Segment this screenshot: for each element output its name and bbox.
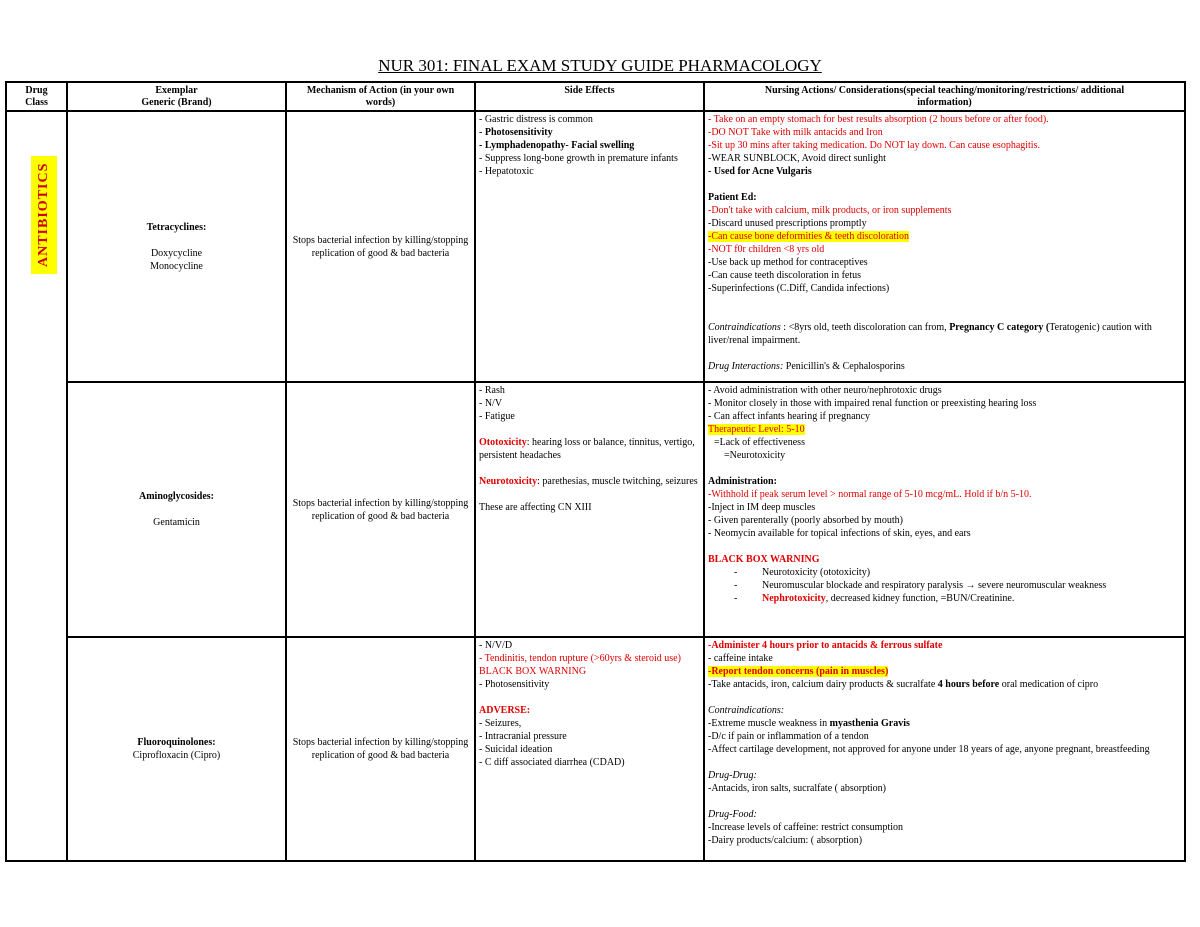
mechanism-cell: Stops bacterial infection by killing/stopping replication of good & bad bacteria [286, 111, 475, 382]
mechanism-cell: Stops bacterial infection by killing/stopping replication of good & bad bacteria [286, 637, 475, 861]
header-side-effects: Side Effects [475, 82, 704, 111]
table-row [6, 382, 1185, 637]
side-effects-cell: - Rash - N/V - Fatigue Ototoxicity: hearing loss or balance, tinnitus, vertigo, persistent headaches Neurotoxicity: parethesias, muscle twitching, seizures These are affecting CN XIII [475, 382, 704, 637]
drug-class-cell [6, 111, 67, 861]
side-effects-cell: - Gastric distress is common - Photosensitivity - Lymphadenopathy- Facial swelling - Suppress long-bone growth in premature infants - Hepatotoxic [475, 111, 704, 382]
exemplar-cell: Fluoroquinolones: Ciprofloxacin (Cipro) [67, 637, 286, 861]
table-row [6, 637, 1185, 861]
header-nursing: Nursing Actions/ Considerations(special teaching/monitoring/restrictions/ additional information) [704, 82, 1185, 111]
page-title: NUR 301: FINAL EXAM STUDY GUIDE PHARMACOLOGY [378, 56, 822, 75]
nursing-cell: - Take on an empty stomach for best results absorption (2 hours before or after food). -DO NOT Take with milk antacids and Iron -Sit up 30 mins after taking medication. Do NOT lay down. Can cause esophagitis. -WEAR SUNBLOCK, Avoid direct sunlight - Used for Acne Vulgaris Patient Ed: -Don't take with calcium, milk products, or iron supplements -Discard unused prescriptions promptly -Can cause bone deformities & teeth discoloration -NOT f0r children <8 yrs old -Use back up method for contraceptives -Can cause teeth discoloration in fetus -Superinfections (C.Diff, Candida infections) Contraindications : <8yrs old, teeth discoloration can from, Pregnancy C category (Teratogenic) caution with liver/renal impairment. Drug Interactions: Penicillin's & Cephalosporins [704, 111, 1185, 382]
header-row [6, 82, 1185, 111]
header-drug-class: Drug Class [6, 82, 67, 111]
nursing-cell: -Administer 4 hours prior to antacids & ferrous sulfate - caffeine intake -Report tendon concerns (pain in muscles) -Take antacids, iron, calcium dairy products & sucralfate 4 hours before oral medication of cipro Contraindications: -Extreme muscle weakness in myasthenia Gravis -D/c if pain or inflammation of a tendon -Affect cartilage development, not approved for anyone under 18 years of age, anyone pregnant, breastfeeding Drug-Drug: -Antacids, iron salts, sucralfate ( absorption) Drug-Food: -Increase levels of caffeine: restrict consumption -Dairy products/calcium: ( absorption) [704, 637, 1185, 861]
exemplar-name: Fluoroquinolones: [137, 737, 216, 748]
drug-class-label: ANTIBIOTICS [31, 156, 57, 274]
exemplar-name: Aminoglycosides: [138, 491, 214, 502]
exemplar-name: Tetracyclines: [146, 221, 207, 233]
study-guide-table [5, 81, 1186, 862]
side-effects-cell: - N/V/D - Tendinitis, tendon rupture (>60yrs & steroid use) BLACK BOX WARNING - Photosensitivity ADVERSE: - Seizures, - Intracranial pressure - Suicidal ideation - C diff associated diarrhea (CDAD) [475, 637, 704, 861]
header-exemplar: Exemplar Generic (Brand) [67, 82, 286, 111]
mechanism-cell: Stops bacterial infection by killing/stopping replication of good & bad bacteria [286, 382, 475, 637]
header-mechanism: Mechanism of Action (in your own words) [286, 82, 475, 111]
nursing-cell: - Avoid administration with other neuro/nephrotoxic drugs - Monitor closely in those with impaired renal function or preexisting hearing loss - Can affect infants hearing if pregnancy Therapeutic Level: 5-10 =Lack of effectiveness =Neurotoxicity Administration: -Withhold if peak serum level > normal range of 5-10 mcg/mL. Hold if b/n 5-10. -Inject in IM deep muscles - Given parenterally (poorly absorbed by mouth) - Neomycin available for topical infections of skin, eyes, and ears BLACK BOX WARNING - Neurotoxicity (ototoxicity) - Neuromuscular blockade and respiratory paralysis → severe neuromuscular weakness - Nephrotoxicity, decreased kidney function, =BUN/Creatinine. [704, 382, 1185, 637]
exemplar-cell: Tetracyclines: Doxycycline Monocycline [67, 111, 286, 382]
table-row [6, 111, 1185, 382]
exemplar-cell: Aminoglycosides: Gentamicin [67, 382, 286, 637]
